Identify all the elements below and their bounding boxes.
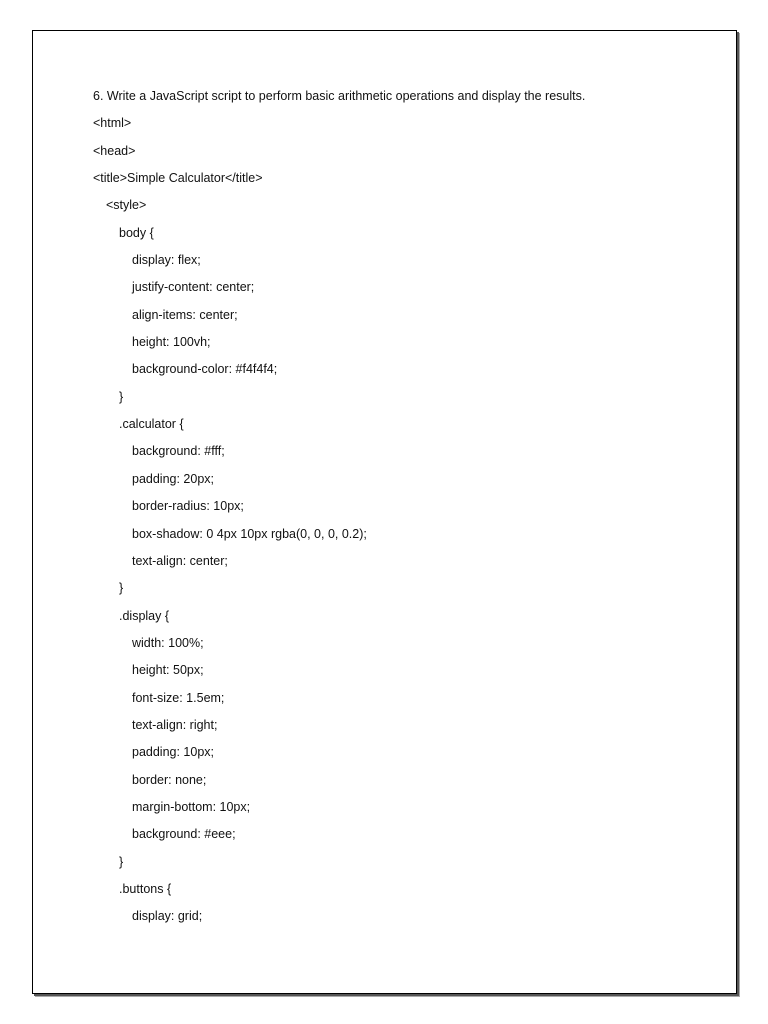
question-heading: 6. Write a JavaScript script to perform basic arithmetic operations and display the results. — [93, 89, 586, 103]
code-line: } — [119, 854, 124, 869]
code-line: display: grid; — [132, 909, 203, 924]
code-line: text-align: right; — [132, 717, 218, 732]
code-line: <html> — [93, 116, 132, 131]
code-line: background: #eee; — [132, 827, 236, 842]
code-line: } — [119, 581, 124, 596]
code-line: .calculator { — [119, 417, 184, 432]
code-line: .display { — [119, 608, 170, 623]
code-line: text-align: center; — [132, 553, 228, 568]
code-listing — [93, 87, 585, 935]
code-line: border-radius: 10px; — [132, 499, 244, 514]
code-line: margin-bottom: 10px; — [132, 799, 251, 814]
code-line: } — [119, 389, 124, 404]
code-line: justify-content: center; — [132, 280, 255, 295]
code-line: padding: 10px; — [132, 745, 215, 760]
document-page — [32, 30, 737, 994]
code-line: .buttons { — [119, 881, 172, 896]
code-line: height: 50px; — [132, 663, 204, 678]
code-line: height: 100vh; — [132, 335, 211, 350]
code-line: <title>Simple Calculator</title> — [93, 171, 263, 186]
code-line: padding: 20px; — [132, 471, 215, 486]
code-line: align-items: center; — [132, 307, 238, 322]
code-line: <head> — [93, 143, 136, 158]
code-line: box-shadow: 0 4px 10px rgba(0, 0, 0, 0.2); — [132, 526, 367, 541]
code-line: background-color: #f4f4f4; — [132, 362, 278, 377]
code-line: border: none; — [132, 772, 207, 787]
code-line: width: 100%; — [132, 635, 204, 650]
code-line: display: flex; — [132, 253, 201, 268]
code-line: body { — [119, 225, 154, 240]
code-line: font-size: 1.5em; — [132, 690, 225, 705]
code-line: background: #fff; — [132, 444, 225, 459]
code-line: <style> — [106, 198, 147, 213]
